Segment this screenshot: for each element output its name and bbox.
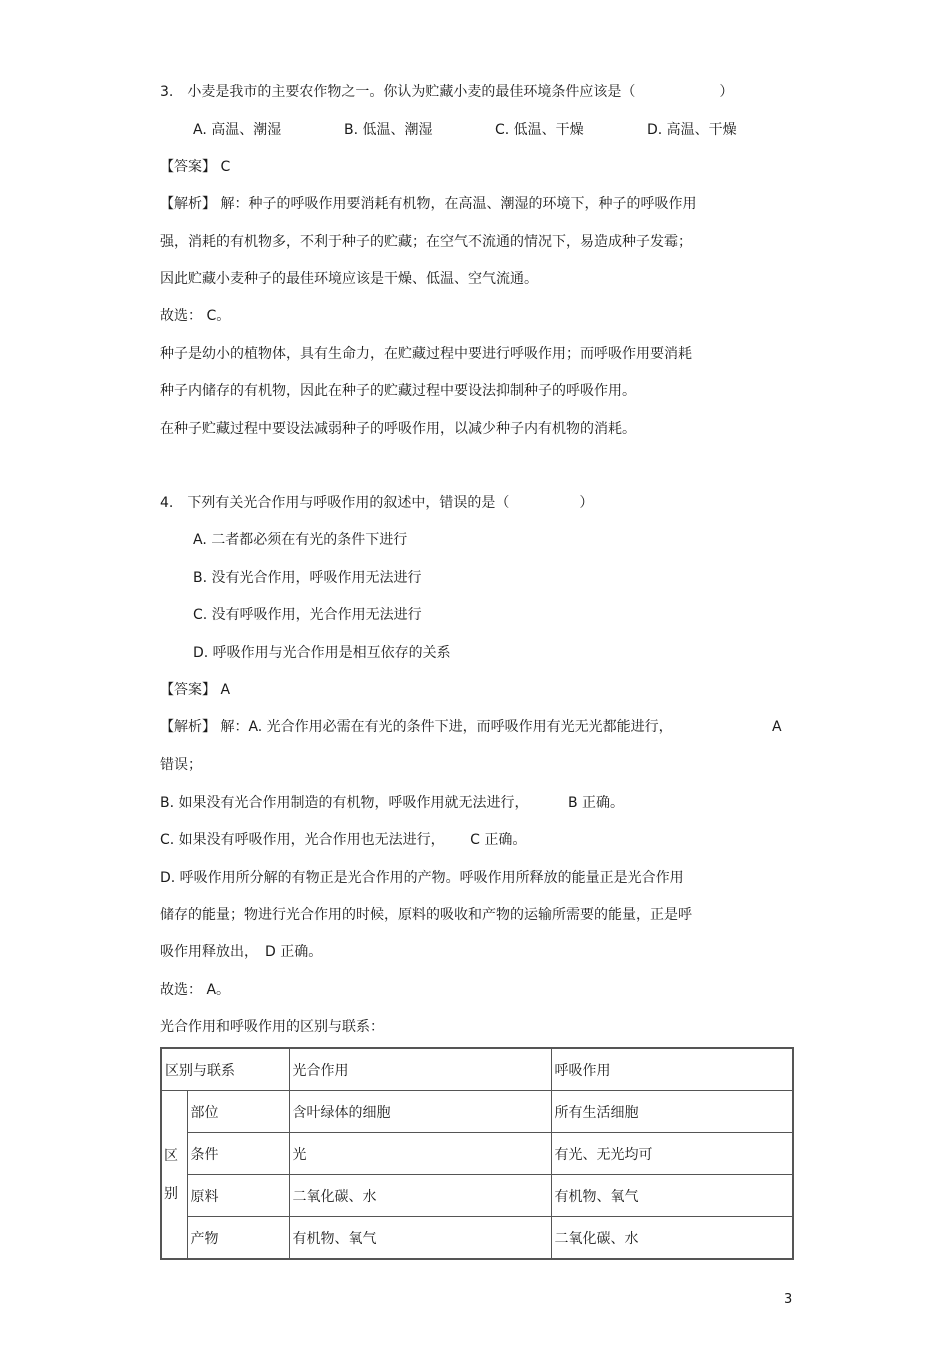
q3-answer: 【答案】 C	[160, 159, 231, 175]
q3-stem: 3. 小麦是我市的主要农作物之一。你认为贮藏小麦的最佳环境条件应该是（ ）	[160, 84, 734, 100]
table-cell: 所有生活细胞	[551, 1091, 793, 1133]
q3-analysis-line: 强，消耗的有机物多，不利于种子的贮藏；在空气不流通的情况下，易造成种子发霉；	[160, 234, 692, 250]
table-cell: 光	[289, 1133, 551, 1175]
table-header-cell: 呼吸作用	[551, 1048, 793, 1091]
table-row	[161, 1217, 793, 1260]
table-cell: 有光、无光均可	[551, 1133, 793, 1175]
table-cell: 有机物、氧气	[289, 1217, 551, 1260]
table-row	[161, 1175, 793, 1217]
q4-option-a: A. 二者都必须在有光的条件下进行	[193, 532, 408, 548]
table-header-cell: 光合作用	[289, 1048, 551, 1091]
table-cell: 原料	[187, 1175, 289, 1217]
table-header-cell: 区别与联系	[161, 1048, 289, 1091]
table-cell: 二氧化碳、水	[289, 1175, 551, 1217]
q3-analysis-line: 因此贮藏小麦种子的最佳环境应该是干燥、低温、空气流通。	[160, 271, 538, 287]
table-row	[161, 1091, 793, 1133]
group-label-char: 别	[164, 1185, 178, 1202]
q4-choice: 故选： A。	[160, 982, 231, 998]
q4-analysis-line: 错误；	[160, 757, 202, 773]
q4-analysis-line: 储存的能量；物进行光合作用的时候，原料的吸收和产物的运输所需要的能量，正是呼	[160, 907, 692, 923]
q4-option-b: B. 没有光合作用，呼吸作用无法进行	[193, 570, 422, 586]
group-label-char: 区	[164, 1147, 178, 1164]
page-number: 3	[784, 1292, 793, 1307]
table-row	[161, 1133, 793, 1175]
table-group-label	[161, 1091, 187, 1260]
table-cell: 条件	[187, 1133, 289, 1175]
table-cell: 产物	[187, 1217, 289, 1260]
q3-option-c: C. 低温、干燥	[495, 122, 584, 138]
comparison-table	[160, 1047, 794, 1260]
q4-analysis-line: B. 如果没有光合作用制造的有机物，呼吸作用就无法进行， B 正确。	[160, 795, 625, 811]
q4-analysis-line: C. 如果没有呼吸作用，光合作用也无法进行， C 正确。	[160, 832, 527, 848]
q4-analysis-option-ref: A	[772, 719, 782, 735]
q3-note-line: 在种子贮藏过程中要设法减弱种子的呼吸作用，以减少种子内有机物的消耗。	[160, 421, 636, 437]
q4-option-d: D. 呼吸作用与光合作用是相互依存的关系	[193, 645, 451, 661]
q4-analysis-line: D. 呼吸作用所分解的有物正是光合作用的产物。呼吸作用所释放的能量正是光合作用	[160, 870, 684, 886]
q4-answer: 【答案】 A	[160, 682, 231, 698]
q3-note-line: 种子是幼小的植物体，具有生命力，在贮藏过程中要进行呼吸作用；而呼吸作用要消耗	[160, 346, 692, 362]
q3-choice: 故选： C。	[160, 308, 231, 324]
q3-option-a: A. 高温、潮湿	[193, 122, 282, 138]
table-cell: 含叶绿体的细胞	[289, 1091, 551, 1133]
q4-stem: 4. 下列有关光合作用与呼吸作用的叙述中，错误的是（ ）	[160, 495, 594, 511]
table-header-row	[161, 1048, 793, 1091]
q3-note-line: 种子内储存的有机物，因此在种子的贮藏过程中要设法抑制种子的呼吸作用。	[160, 383, 636, 399]
q3-option-b: B. 低温、潮湿	[344, 122, 433, 138]
q4-analysis-line: 吸作用释放出， D 正确。	[160, 944, 323, 960]
table-cell: 有机物、氧气	[551, 1175, 793, 1217]
q3-option-d: D. 高温、干燥	[647, 122, 737, 138]
q3-analysis-line: 【解析】 解：种子的呼吸作用要消耗有机物，在高温、潮湿的环境下，种子的呼吸作用	[160, 196, 697, 212]
q4-option-c: C. 没有呼吸作用，光合作用无法进行	[193, 607, 422, 623]
table-cell: 二氧化碳、水	[551, 1217, 793, 1260]
q4-analysis-line: 【解析】 解：A. 光合作用必需在有光的条件下进，而呼吸作用有光无光都能进行，	[160, 719, 673, 735]
table-cell: 部位	[187, 1091, 289, 1133]
table-caption: 光合作用和呼吸作用的区别与联系：	[160, 1019, 384, 1035]
